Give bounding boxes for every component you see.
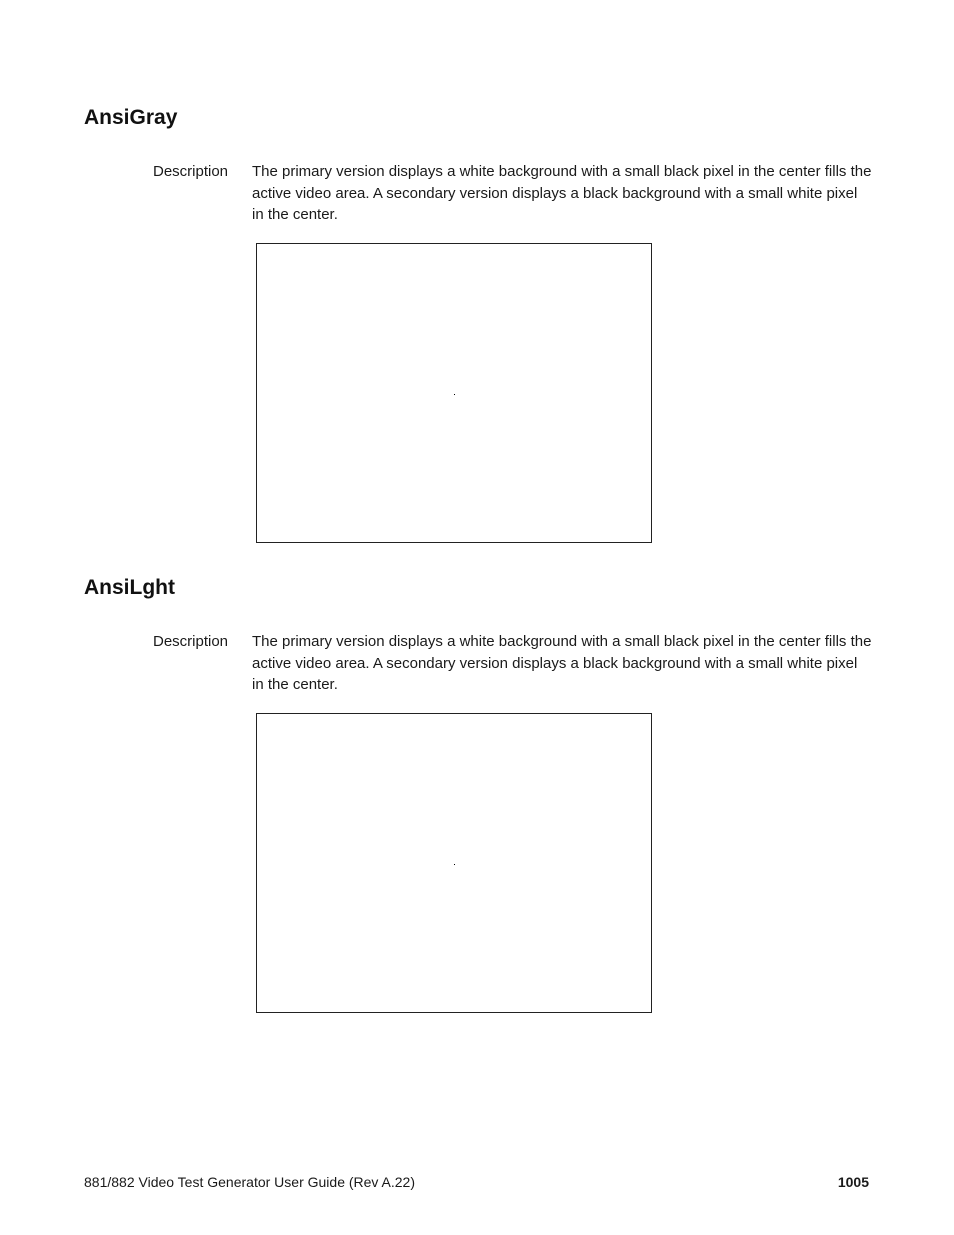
center-pixel (454, 394, 455, 395)
footer-doc-title: 881/882 Video Test Generator User Guide (Rev A.22) (84, 1174, 416, 1190)
ansigray-pattern-image (256, 243, 652, 543)
center-pixel (454, 864, 455, 865)
description-label: Description (153, 163, 229, 180)
footer-page-number: 1005 (837, 1174, 869, 1190)
section-heading-ansigray: AnsiGray (84, 106, 178, 129)
section-heading-ansilght: AnsiLght (84, 576, 175, 599)
description-label: Description (153, 633, 229, 650)
description-text: The primary version displays a white background with a small black pixel in the center fills the active video area. A secondary version displays a black background with a small white pixel in the center. (252, 163, 872, 223)
ansilght-pattern-image (256, 713, 652, 1013)
description-text: The primary version displays a white background with a small black pixel in the center fills the active video area. A secondary version displays a black background with a small white pixel in the center. (252, 633, 872, 693)
